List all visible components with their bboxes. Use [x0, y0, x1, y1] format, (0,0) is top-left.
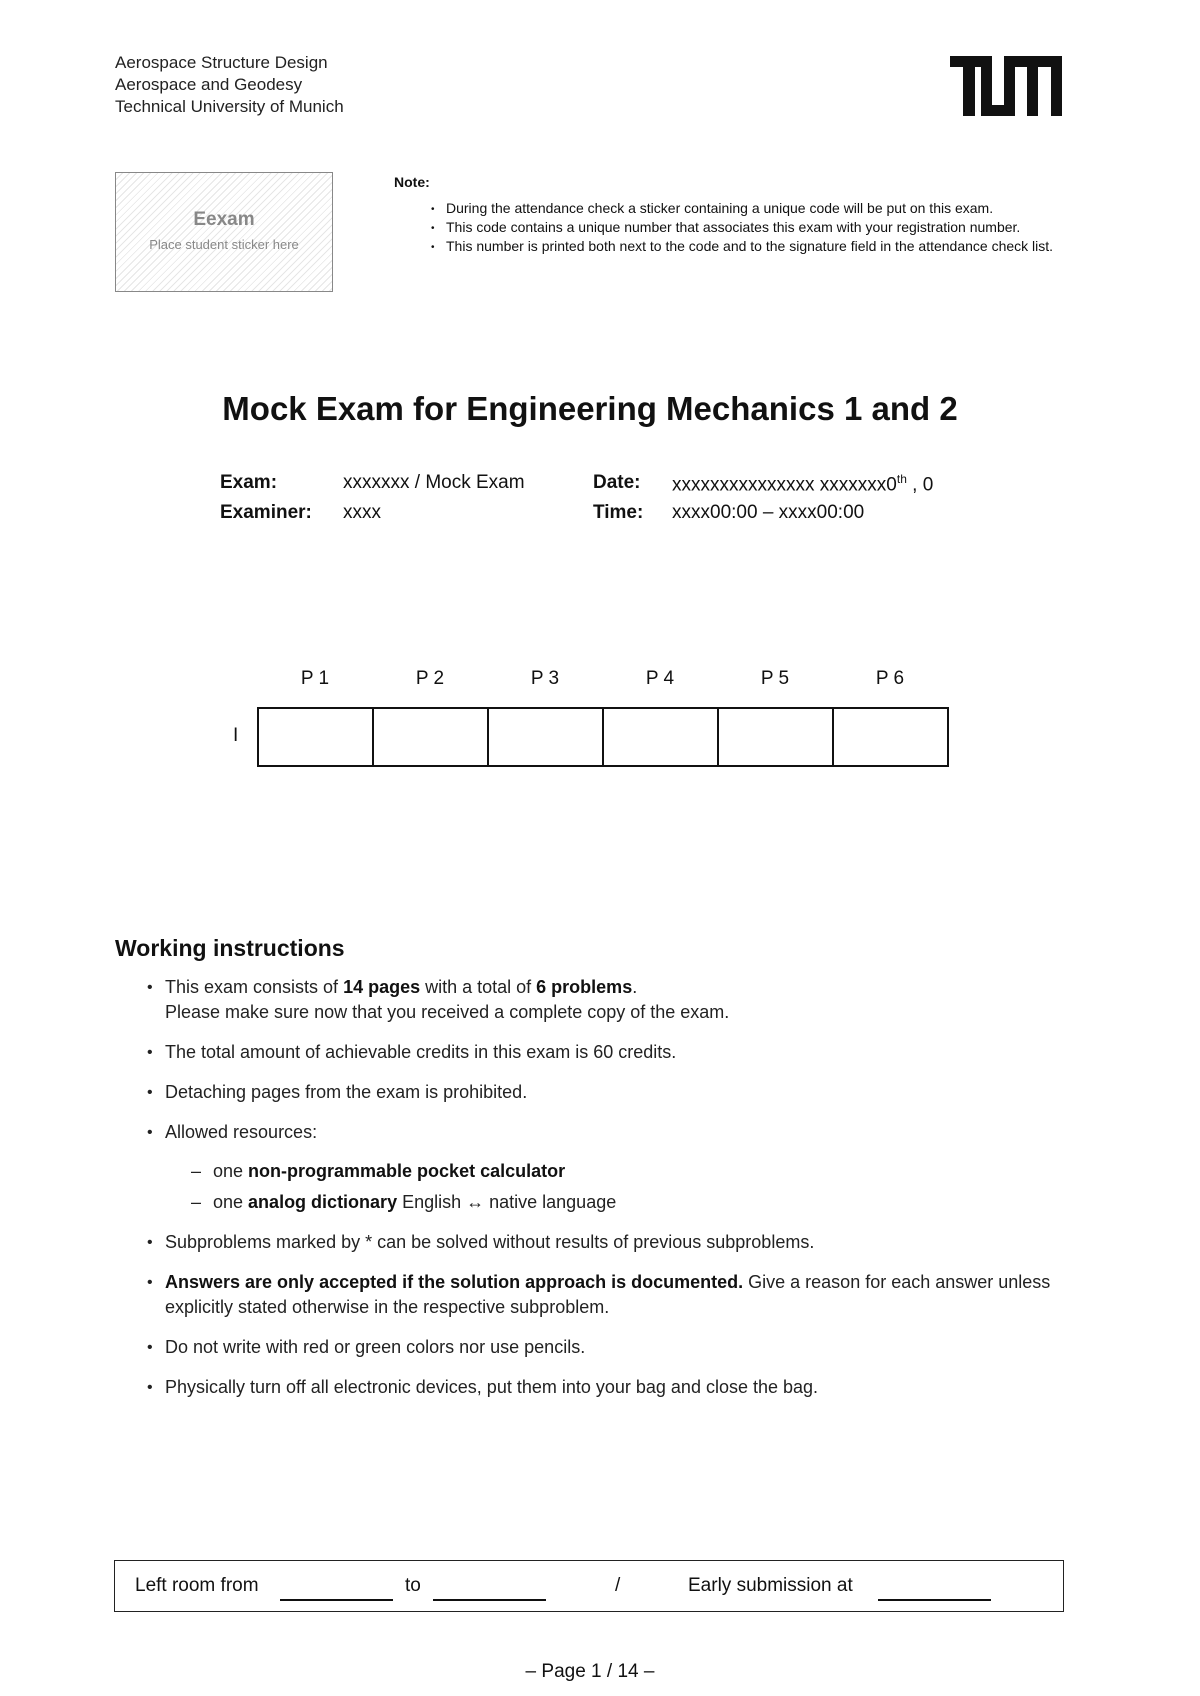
examiner-value: xxxx — [343, 502, 381, 523]
exam-value: xxxxxxx / Mock Exam — [343, 472, 525, 493]
sticker-title: Eexam — [193, 209, 255, 230]
left-room-from-label: Left room from — [135, 1575, 259, 1596]
instruction-item: • This exam consists of 14 pages with a total of 6 problems. Please make sure now that you received a complete copy of the exam. — [147, 975, 1067, 1025]
score-cell-p1 — [259, 709, 374, 765]
instruction-item: • The total amount of achievable credits in this exam is 60 credits. — [147, 1040, 1067, 1065]
date-value: xxxxxxxxxxxxxxx xxxxxxx0th , 0 — [672, 472, 934, 496]
note-list — [394, 199, 1064, 256]
institution-block — [115, 52, 344, 118]
score-cell-p2 — [374, 709, 489, 765]
score-grid — [257, 707, 949, 767]
early-submission-label: Early submission at — [688, 1575, 853, 1596]
note-item: • This number is printed both next to the code and to the signature field in the attendance check list. — [394, 237, 1064, 256]
instruction-item: • Answers are only accepted if the solution approach is documented. Give a reason for each answer unless explicitly stated otherwise in the respective subproblem. — [147, 1270, 1067, 1320]
score-header-p3: P 3 — [530, 668, 560, 689]
score-header-p1: P 1 — [300, 668, 330, 689]
instructions-title: Working instructions — [115, 935, 345, 961]
score-cell-p5 — [719, 709, 834, 765]
institution-line: Aerospace Structure Design — [115, 53, 328, 72]
note-block — [394, 173, 1064, 256]
date-label: Date: — [593, 472, 641, 493]
instruction-item: • Detaching pages from the exam is prohibited. — [147, 1080, 1067, 1105]
instruction-item: • Subproblems marked by * can be solved without results of previous subproblems. — [147, 1230, 1067, 1255]
score-cell-p6 — [834, 709, 947, 765]
resource-item: – one non-programmable pocket calculator — [165, 1159, 1067, 1184]
instruction-item: • Allowed resources: – one non-programmable pocket calculator – one analog dictionary English ↔ native language — [147, 1120, 1067, 1215]
score-header-p2: P 2 — [415, 668, 445, 689]
instruction-item: • Do not write with red or green colors nor use pencils. — [147, 1335, 1067, 1360]
early-submission-field[interactable] — [878, 1599, 991, 1601]
institution-line: Technical University of Munich — [115, 97, 344, 116]
resource-item: – one analog dictionary English ↔ native language — [165, 1190, 1067, 1215]
left-room-to-field[interactable] — [433, 1599, 546, 1601]
institution-line: Aerospace and Geodesy — [115, 75, 303, 94]
instructions-list — [147, 975, 1067, 1415]
examiner-label: Examiner: — [220, 502, 312, 523]
sticker-subtitle: Place student sticker here — [149, 237, 299, 252]
score-header-p6: P 6 — [875, 668, 905, 689]
time-label: Time: — [593, 502, 644, 523]
note-item: • During the attendance check a sticker containing a unique code will be put on this exam. — [394, 199, 1064, 218]
tum-logo — [950, 56, 1062, 116]
early-leave-box — [114, 1560, 1064, 1612]
score-header-p4: P 4 — [645, 668, 675, 689]
instruction-item: • Physically turn off all electronic devices, put them into your bag and close the bag. — [147, 1375, 1067, 1400]
score-row-label: I — [233, 725, 239, 746]
note-item: • This code contains a unique number that associates this exam with your registration number. — [394, 218, 1064, 237]
time-value: xxxx00:00 – xxxx00:00 — [672, 502, 865, 523]
student-sticker-area — [115, 172, 333, 292]
page-number: – Page 1 / 14 – — [525, 1661, 655, 1682]
slash-separator: / — [615, 1575, 621, 1596]
score-cell-p3 — [489, 709, 604, 765]
exam-label: Exam: — [220, 472, 278, 493]
exam-title: Mock Exam for Engineering Mechanics 1 and 2 — [222, 390, 958, 427]
score-header-p5: P 5 — [760, 668, 790, 689]
score-cell-p4 — [604, 709, 719, 765]
left-room-from-field[interactable] — [280, 1599, 393, 1601]
note-title: Note: — [394, 174, 430, 190]
to-label: to — [405, 1575, 421, 1596]
